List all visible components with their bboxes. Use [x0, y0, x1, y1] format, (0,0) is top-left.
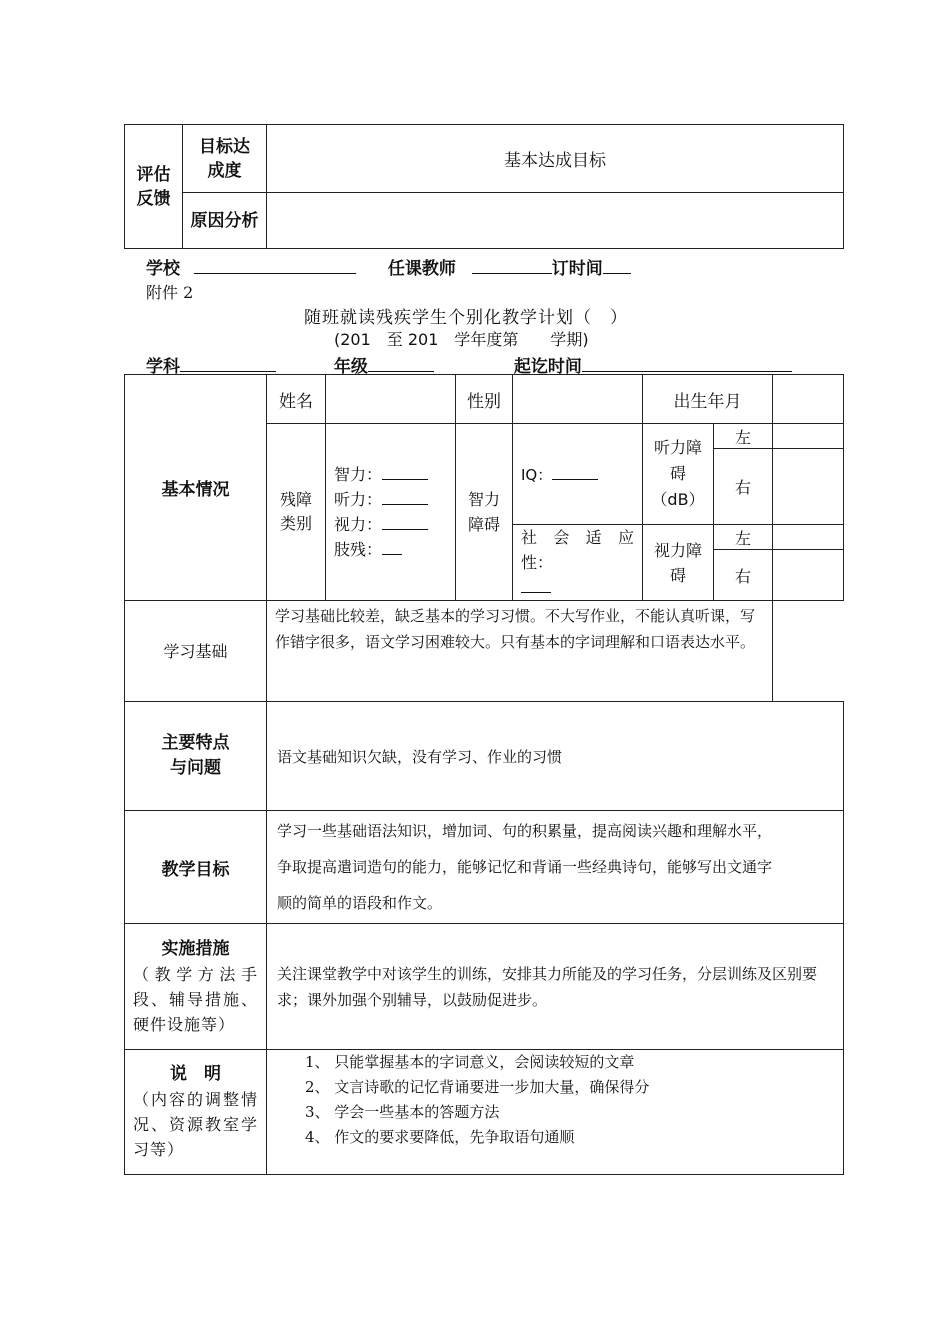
- time-label: 订时间: [551, 259, 603, 279]
- plan-table: [124, 374, 844, 1175]
- list-item: 4、 作文的要求要降低，先争取语句通顺: [305, 1128, 575, 1146]
- gender-label: 性别: [456, 375, 513, 424]
- gender-value: [513, 375, 643, 424]
- target-value: 基本达成目标: [267, 125, 844, 193]
- disability-label: 残障类别: [267, 424, 326, 601]
- birth-value: [773, 375, 844, 424]
- evaluation-table: [124, 124, 844, 249]
- study-value: 学习基础比较差，缺乏基本的学习习惯。不大写作业，不能认真听课，写作错字很多，语文学习困难较大。只有基本的字词理解和口语表达水平。: [267, 601, 773, 702]
- limb-row: 肢残：: [334, 537, 447, 562]
- vision-left-value: [773, 525, 844, 550]
- period-label: 起讫时间: [513, 357, 582, 377]
- intel-disorder-label: 智力障碍: [456, 424, 513, 601]
- attachment-label: 附件 2: [146, 283, 194, 302]
- reason-label: 原因分析: [183, 193, 267, 249]
- target-label: 目标达成度: [183, 125, 267, 193]
- hearing-right-value: [773, 449, 844, 525]
- list-item: 3、 学会一些基本的答题方法: [305, 1103, 500, 1121]
- reason-value: [267, 193, 844, 249]
- notes-list: [267, 1050, 844, 1175]
- list-item: 1、 只能掌握基本的字词意义，会阅读较短的文章: [305, 1053, 635, 1071]
- hearing-right-label: 右: [714, 449, 773, 525]
- grade-blank: [368, 354, 434, 372]
- study-label: 学习基础: [125, 601, 267, 702]
- birth-label: 出生年月: [643, 375, 773, 424]
- school-blank: [194, 256, 356, 274]
- vision-row: 视力：: [334, 512, 447, 537]
- teacher-blank: [472, 256, 552, 274]
- hearing-disorder-label: 听力障碍（dB）: [643, 424, 714, 525]
- notes-label: 说 明 （内容的调整情况、资源教室学习等）: [125, 1050, 267, 1175]
- school-label: 学校: [146, 259, 180, 279]
- goals-value: 学习一些基础语法知识，增加词、句的积累量，提高阅读兴趣和理解水平， 争取提高遣词造句的能力，能够记忆和背诵一些经典诗句，能够写出文通字 顺的简单的语段和作文。: [267, 811, 844, 924]
- social-label-2: 性：: [521, 553, 554, 572]
- vision-right-label: 右: [714, 550, 773, 601]
- subject-label: 学科: [146, 357, 180, 377]
- vision-right-value: [773, 550, 844, 601]
- hearing-row: 听力：: [334, 487, 447, 512]
- list-item: 2、 文言诗歌的记忆背诵要进一步加大量，确保得分: [305, 1078, 650, 1096]
- social-label: 社 会 适 应: [521, 528, 634, 547]
- subject-blank: [180, 354, 276, 372]
- features-value: 语文基础知识欠缺，没有学习、作业的习惯: [267, 702, 844, 811]
- hearing-left-label: 左: [714, 424, 773, 449]
- grade-label: 年级: [333, 357, 368, 377]
- document-subtitle: (201 至 201 学年度第 学期): [334, 330, 589, 349]
- measures-value: 关注课堂教学中对该学生的训练，安排其力所能及的学习任务，分层训练及区别要求；课外加强个别辅导，以鼓励促进步。: [267, 924, 844, 1050]
- disability-details: [326, 424, 456, 601]
- social-cell: [513, 525, 643, 601]
- intel-row: 智力：: [334, 462, 447, 487]
- time-blank: [603, 256, 631, 274]
- teacher-label: 任课教师: [387, 259, 456, 279]
- vision-disorder-label: 视力障碍: [643, 525, 714, 601]
- hearing-left-value: [773, 424, 844, 449]
- basic-section-label: 基本情况: [125, 375, 267, 601]
- name-value: [326, 375, 456, 424]
- features-label: 主要特点 与问题: [125, 702, 267, 811]
- name-label: 姓名: [267, 375, 326, 424]
- period-blank: [582, 354, 792, 372]
- vision-left-label: 左: [714, 525, 773, 550]
- document-title: 随班就读残疾学生个别化教学计划（ ）: [304, 308, 628, 328]
- social-blank: [521, 575, 634, 600]
- school-line: [146, 254, 631, 279]
- measures-label: 实施措施 （教学方法手段、辅导措施、硬件设施等）: [125, 924, 267, 1050]
- goals-label: 教学目标: [125, 811, 267, 924]
- iq-cell: IQ：: [513, 424, 643, 525]
- eval-section-label: 评估反馈: [125, 125, 183, 249]
